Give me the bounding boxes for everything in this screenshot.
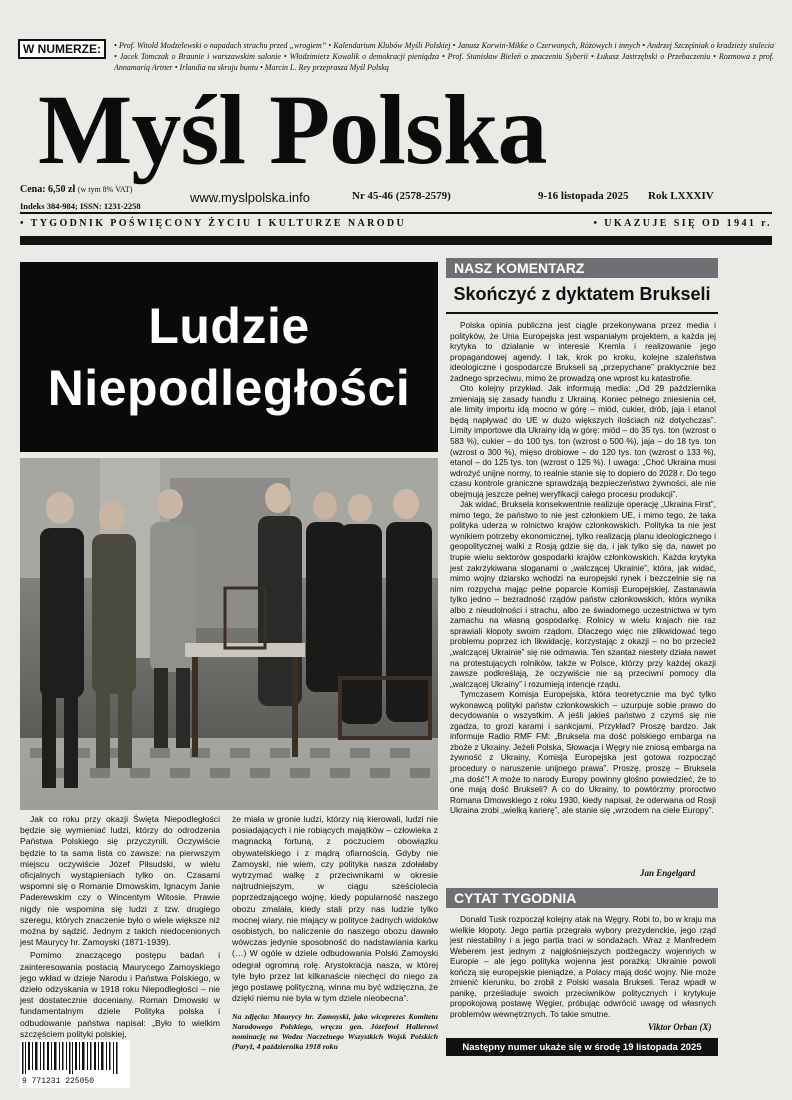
website-link[interactable]: www.myslpolska.info: [190, 190, 310, 205]
contents-list: • Prof. Witold Modzelewski o napadach strachu przed „wrogiem” • Kalendarium Klubów Myśli Polskiej • Janusz Korwin-Mikke o Czerwonych, Różowych i innych • Andrzej Szczęśniak o kradzieży stulecia • Jacek Tomczak o Braunie i warszawskim salonie • Włodzimierz Kowalik o demokracji pieniądza • Prof. Stanisław Bieleń o znaczeniu Syberii • Łukasz Jastrzębski o Przebaczeniu • Rozmowa z prof. Annamarią Artner • Irlandia na skraju buntu • Marcin L. Rey przeprasza Myśl Polską: [114, 41, 774, 72]
tagline-right: • UKAZUJE SIĘ OD 1941 r.: [593, 218, 772, 229]
contents-label: W NUMERZE:: [18, 39, 106, 59]
commentary-body: [450, 320, 716, 816]
lead-column-1: [20, 814, 220, 1040]
lead-paragraph-1: Jak co roku przy okazji Święta Niepodległości będzie się wymieniać ludzi, którzy do odrodzenia Państwa Polskiego się przyczynili. Oczywiście będzie to ta sama lista co zawsze: na pierwszym miejscu oczywiście Józef Piłsudski, w wielu oficjalnych wystąpieniach tylko on. Czasami wspomni się o Romanie Dmowskim, Ignacym Janie Paderewskim czy o Wincentym Witosie. Prawie nigdy nie wspomina się ludzi z tzw. drugiego szeregu, których znaczenie było o wiele większe niż można by sądzić. Jednym z takich niedocenionych jest Maurycy hr. Zamoyski (1871-1939).: [20, 814, 220, 948]
issue-number: Nr 45-46 (2578-2579): [352, 190, 451, 202]
lead-paragraph-3: że miała w gronie ludzi, którzy nią kierowali, ludzi nie posiadających i nie robiących majątków – człowieka z magnacką fortuną, z poczuciem obowiązku obywatelskiego i z mądrą ofiarnością. Gdyby nie Zamoyski, nie wiem, czy polityka nasza zdołałaby wytrzymać walkę z przeciwnikami w okresie najtrudniejszym, w ciągu sześciolecia poprzedzającego wojnę, kiedy popularność naszego obozu zmalała, kiedy stali przy nas ludzie tylko mocnej wiary, nie mający w polityce żadnych widoków osobistych, bo naliczenie do naszego obozu dawało wówczas jedynie sposobność do nadstawiania karku (…) W ogóle w dziele odbudowania Polski Zamoyski odegrał ogromną rolę. Arystokracja nasza, w której tyle było przez lat kilkanaście niechęci do niego za jego postawę polityczną, winna mu być wdzięczna, że dzięki niemu nie była w tym dziele nieobecna”.: [232, 814, 438, 1004]
price: [20, 184, 132, 195]
commentary-paragraph-3: Jak widać, Bruksela konsekwentnie realizuje operację „Ukraina First”, mimo tego, że państwo to nie jest członkiem UE, i mimo tego, że taka polityka uderza w rolnictwo krajów członkowskich. Polityka ta nie jest wynikiem potrzeby ekonomicznej, tylko realizacją planu ideologicznego i geopolitycznej walki z Rosją gdzie się da, i jak tylko się da, nawet po trupie wielu sektorów gospodarki krajów członkowskich. Każda krytyka jest zakrzykiwana sloganami o „walczącej Ukrainie”, która, jak widać, mimo wojny dziarsko wchodzi na europejski rynek i bezczelnie się na nim rozpycha mając pełne poparcie Komisji Europejskiej. Zastanawia tylko jedno – bezradność rządów państw członkowskich, która wynika albo z nieudolności i strachu, albo ze świadomego uczestnictwa w tym zamachu na własną gospodarkę. Rolnicy w wielu krajach nie raz sprawiali kłopoty swoim rządom. Dlaczego więc nie zlikwidować tego problemu poprzez ich likwidację, korzystając z okazji – no bo przecież „walczącej Ukrainie” się nie odmawia. Ten szantaż niestety działa nawet na protestujących rolników, także w Polsce, którzy przy każdej okazji zawsze podkreślają, że oczywiście nie są przeciwni pomocy dla „walczącej Ukrainy” i rozumieją intencje rządu.: [450, 499, 716, 689]
price-value: Cena: 6,50 zł: [20, 184, 76, 195]
photo-caption: Na zdjęciu: Maurycy hr. Zamoyski, jako wiceprezes Komitetu Narodowego Polskiego, wręcza gen. Józefowi Hallerowi nominację na Wodza Naczelnego Wszystkich Wojsk Polskich (Paryż, 4 października 1918 roku: [232, 1012, 438, 1051]
lead-headline-line2: Niepodległości: [47, 360, 411, 416]
quote-body: [450, 914, 716, 1019]
quote-header: CYTAT TYGODNIA: [446, 888, 718, 908]
masthead-rule-bottom: [20, 236, 772, 245]
price-vat: (w tym 8% VAT): [77, 185, 133, 194]
tagline: [20, 218, 772, 229]
issue-year: Rok LXXXIV: [648, 190, 714, 202]
commentary-paragraph-4: Tymczasem Komisja Europejska, która teoretycznie ma być tylko wykonawcą polityki państw członkowskich – uzurpuje sobie prawo do decydowania o wszystkim. A jeśli jakieś państwo z czymś się nie zgadza, to grozi karami i sankcjami. Przykład? Proszę bardzo. Jak informuje Radio RMF FM: „Bruksela ma dość polskiego embarga na zboże z Ukrainy. Jeżeli Polska, Słowacja i Węgry nie zniosą embarga na żywność z Ukrainy, Komisja Europejska jest gotowa rozpocząć procedury o naruszenie unijnego prawa”. Proszę, proszę – Bruksela „ma dość”! A może to narody Europy powinny głośno powiedzieć, że to one mają dość Brukseli? A co do Ukrainy, to powtórzmy proroctwo Romana Dmowskiego z roku 1930, kiedy napisał, że oderwana od Rosji Ukraina zrobi „wielką karierę”, ale stanie się „wrzodem na ciele Europy”.: [450, 689, 716, 816]
commentary-author: Jan Engelgard: [640, 868, 696, 878]
lead-photo: [20, 458, 438, 810]
commentary-paragraph-2: Oto kolejny przykład. Jak informują media: „Od 29 października zmieniają się zasady handlu z Ukrainą. Koniec pełnego zniesienia ceł, ale limity importu idą mocno w górę – miód, cukier, drób, jaja i etanol będą napływać do UE w dużo większych ilościach niż dotychczas”. Limity importowe dla Ukrainy idą w górę: miód – do 35 tys. ton (wzrost o 583 %), cukier – do 100 tys. ton (wzrost o 500 %), jaja – do 18 tys. ton (wzrost o 300 %), mięso drobiowe – do 120 tys. ton (wzrost o 133 %), etanol – do 125 tys. ton (wzrost o 125 %). I uwaga: „Choć Ukraina musi wdrożyć unijne normy, to realnie stanie się to dopiero do 2028 r. Do tego czasu kontrole graniczne sprawdzają bezpieczeństwo żywności, ale nie obejmują jeszcze pełnej weryfikacji całego procesu produkcji”.: [450, 383, 716, 499]
commentary-rule: [446, 312, 718, 314]
commentary-paragraph-1: Polska opinia publiczna jest ciągle przekonywana przez media i polityków, że Unia Europejska jest wspaniałym projektem, a każda jej krytyka to działanie w interesie Kremla i realizowanie jego propagandowej agendy. I tak, krok po kroku, kolejne szaleństwa ideologiczne i gospodarcze Brukseli są „przepychane” praktycznie bez żadnego sprzeciwu, mimo że prowadzą one wprost ku katastrofie.: [450, 320, 716, 383]
commentary-title: Skończyć z dyktatem Brukseli: [453, 284, 711, 304]
quote-author: Viktor Orban (X): [648, 1022, 712, 1032]
masthead-rule-top: [20, 212, 772, 214]
barcode-number: 9 771231 225050: [22, 1077, 95, 1086]
lead-paragraph-2: Pomimo znaczącego postępu badań i zainteresowania postacią Maurycego Zamoyskiego jego wkład w dzieje Narodu i Państwa Polskiego, w dzieło odzyskania w 1918 roku Niepodległości – nie jest dostatecznie doceniany. Roman Dmowski w fundamentalnym dziele Polityka polska i odbudowanie państwa napisał: „Było to wielkim szczęściem polityki polskiej,: [20, 950, 220, 1039]
quote-text: Donald Tusk rozpoczął kolejny atak na Węgry. Robi to, bo w kraju ma wielkie kłopoty. Jego partia przegrała wybory prezydenckie, jego rząd jest niestabilny i a jego partia traci w sondażach. Wraz z Manfredem Weberem jest jednym z najgłośniejszych podżegaczy wojennych w Europie – ale jego polityka wojenna jest porażką: Ukrainie powoli kończą się europejskie pieniądze, a Polacy mają dość wojny. Nie może zmienić kierunku, bo zrobił z Polski wasala Brukseli. Teraz wpadł w panikę, prześladuje swoich przeciwników politycznych i krytykuje propokojową postawę Węgier, próbując odwrócić uwagę od własnych problemów wewnętrznych. To takie smutne.: [450, 914, 716, 1019]
next-issue-banner: Następny numer ukaże się w środę 19 listopada 2025: [446, 1038, 718, 1056]
index-issn: Indeks 384-984; ISSN: 1231-2258: [20, 201, 141, 211]
lead-headline: [20, 262, 438, 452]
lead-headline-line1: Ludzie: [148, 298, 310, 354]
issue-date: 9-16 listopada 2025: [538, 190, 629, 202]
commentary-header: NASZ KOMENTARZ: [446, 258, 718, 278]
lead-column-2: [232, 814, 438, 1004]
masthead-title: Myśl Polska: [38, 74, 547, 185]
tagline-left: • TYGODNIK POŚWIĘCONY ŻYCIU I KULTURZE NARODU: [20, 218, 407, 229]
